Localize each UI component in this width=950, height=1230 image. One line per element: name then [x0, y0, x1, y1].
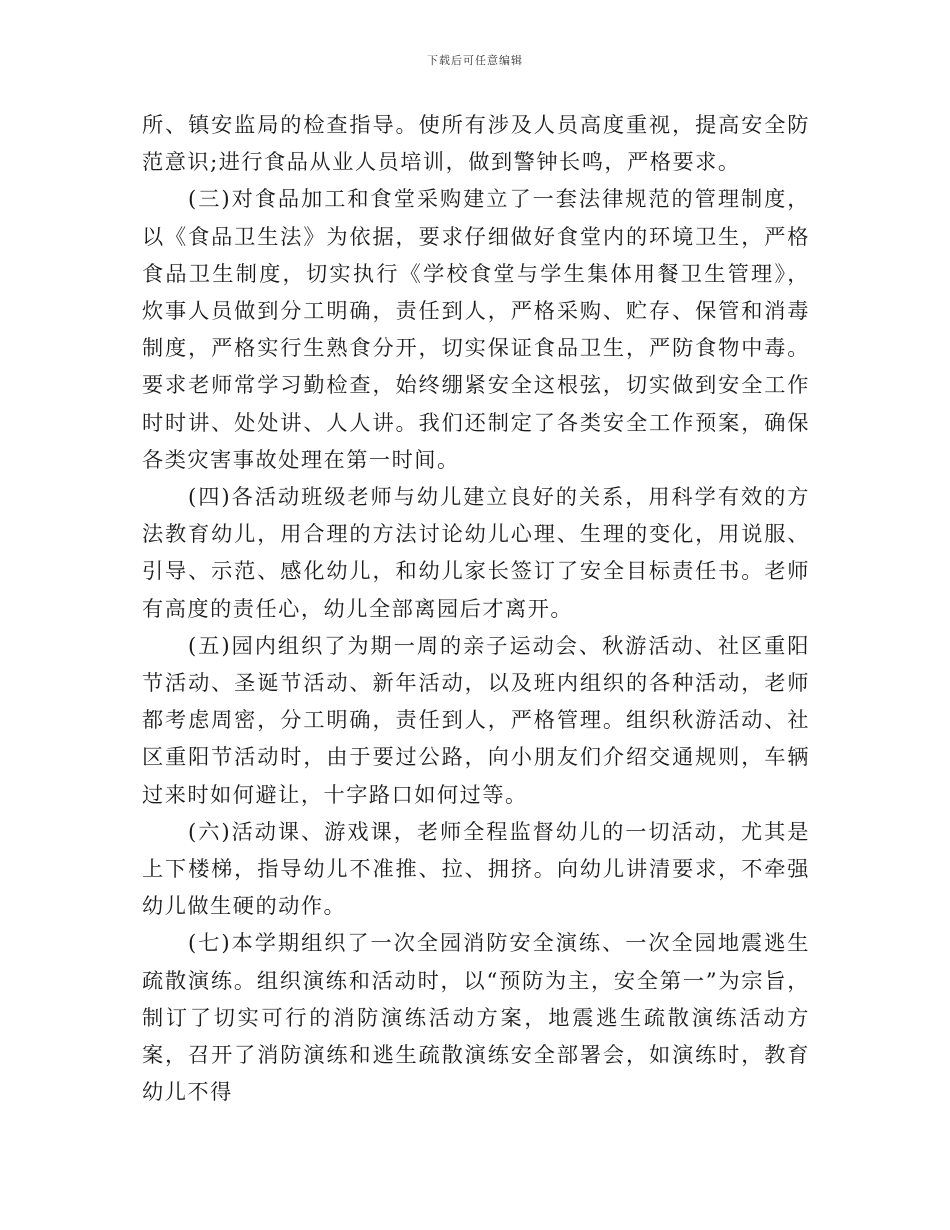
paragraph-continuation: 所、镇安监局的检查指导。使所有涉及人员高度重视，提高安全防范意识;进行食品从业人员培训，做到警钟长鸣，严格要求。: [142, 112, 810, 175]
paragraph-section-4: (四)各活动班级老师与幼儿建立良好的关系，用科学有效的方法教育幼儿，用合理的方法讨论幼儿心理、生理的变化，用说服、引导、示范、感化幼儿，和幼儿家长签订了安全目标责任书。老师有高度的责任心，幼儿全部离园后才离开。: [142, 484, 810, 621]
paragraph-section-3: (三)对食品加工和食堂采购建立了一套法律规范的管理制度，以《食品卫生法》为依据，要求仔细做好食堂内的环境卫生，严格食品卫生制度，切实执行《学校食堂与学生集体用餐卫生管理》，炊事人员做到分工明确，责任到人，严格采购、贮存、保管和消毒制度，严格实行生熟食分开，切实保证食品卫生，严防食物中毒。要求老师常学习勤检查，始终绷紧安全这根弦，切实做到安全工作时时讲、处处讲、人人讲。我们还制定了各类安全工作预案，确保各类灾害事故处理在第一时间。: [142, 186, 810, 472]
paragraph-section-6: (六)活动课、游戏课，老师全程监督幼儿的一切活动，尤其是上下楼梯，指导幼儿不准推、拉、拥挤。向幼儿讲清要求，不牵强幼儿做生硬的动作。: [142, 818, 810, 919]
document-body: [142, 106, 810, 1110]
page-header: 下载后可任意编辑: [427, 54, 523, 67]
paragraph-section-5: (五)园内组织了为期一周的亲子运动会、秋游活动、社区重阳节活动、圣诞节活动、新年活动，以及班内组织的各种活动，老师都考虑周密，分工明确，责任到人，严格管理。组织秋游活动、社区重阳节活动时，由于要过公路，向小朋友们介绍交通规则，车辆过来时如何避让，十字路口如何过等。: [142, 632, 810, 807]
paragraph-section-7: (七)本学期组织了一次全园消防安全演练、一次全园地震逃生疏散演练。组织演练和活动时，以“预防为主，安全第一”为宗旨，制订了切实可行的消防演练活动方案，地震逃生疏散演练活动方案，召开了消防演练和逃生疏散演练安全部署会，如演练时，教育幼儿不得: [142, 930, 810, 1105]
